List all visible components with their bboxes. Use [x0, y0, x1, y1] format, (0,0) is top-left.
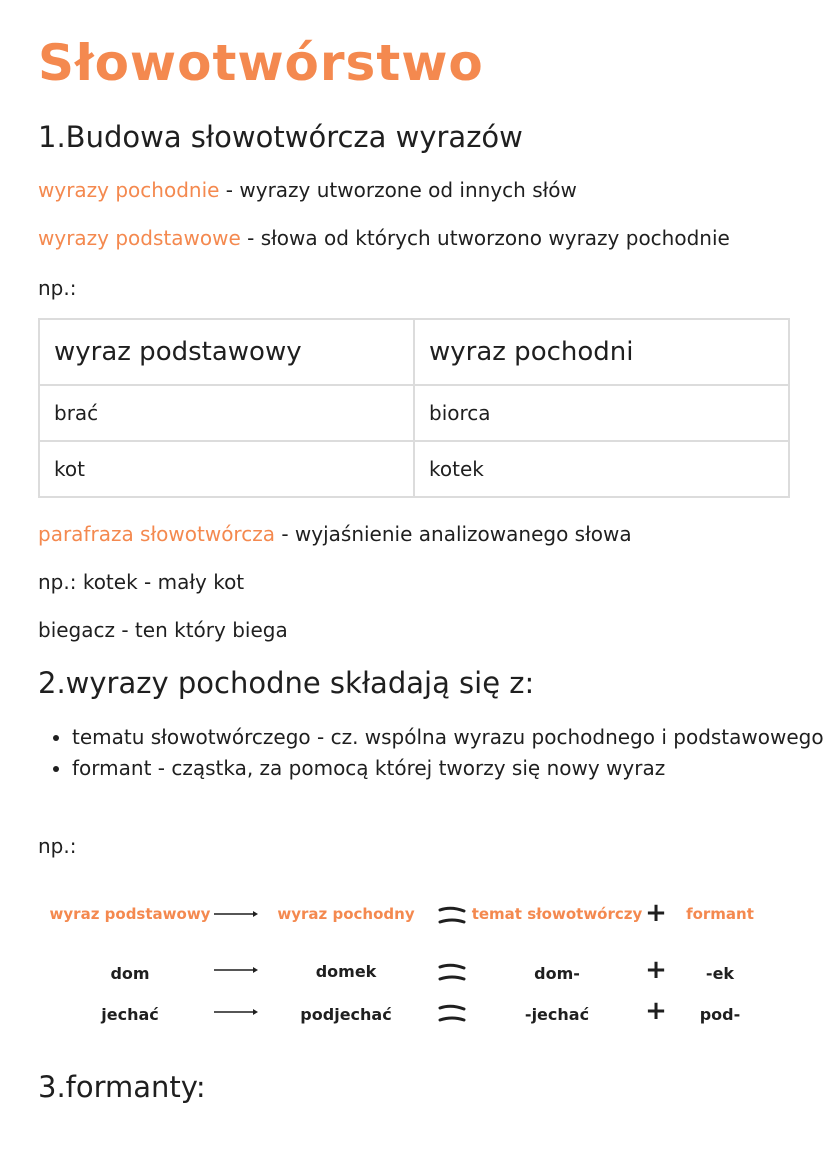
scheme-cell: jechać	[101, 1005, 159, 1024]
scheme-cell: dom	[110, 964, 150, 983]
equals-icon	[437, 960, 467, 984]
scheme-header-formant: formant	[686, 905, 754, 923]
example-line: biegacz - ten który biega	[38, 618, 288, 642]
definition-paraphrase	[38, 522, 632, 546]
definition-text: - słowa od których utworzono wyrazy pochodnie	[240, 226, 730, 250]
list-item: • tematu słowotwórczego - cz. wspólna wyrazu pochodnego i podstawowego	[72, 722, 828, 753]
section3-heading: 3.formanty:	[38, 1070, 206, 1104]
definition-base-words	[38, 226, 730, 250]
bullet-list	[38, 722, 828, 784]
example-label: np.:	[38, 834, 77, 858]
example-line: np.: kotek - mały kot	[38, 570, 245, 594]
word-table	[38, 318, 790, 498]
table-cell: brać	[39, 385, 414, 441]
table-header-cell: wyraz pochodni	[414, 319, 789, 385]
scheme-cell: -ek	[705, 964, 735, 983]
section1-heading: 1.Budowa słowotwórcza wyrazów	[38, 120, 523, 154]
term-paraphrase: parafraza słowotwórcza	[38, 522, 275, 546]
scheme-header-stem: temat słowotwórczy	[471, 905, 643, 923]
arrow-icon	[213, 1005, 259, 1019]
section2-heading: 2.wyrazy pochodne składają się z:	[38, 666, 535, 700]
table-row	[39, 385, 789, 441]
scheme-cell: domek	[315, 962, 377, 981]
table-row	[39, 441, 789, 497]
table-cell: kotek	[414, 441, 789, 497]
equals-icon	[437, 1001, 467, 1025]
scheme-cell: -jechać	[524, 1005, 590, 1024]
arrow-icon	[213, 907, 259, 921]
plus-icon: +	[645, 996, 667, 1026]
scheme-header-base-word: wyraz podstawowy	[49, 905, 211, 923]
equals-icon	[437, 903, 467, 927]
table-header-cell: wyraz podstawowy	[39, 319, 414, 385]
scheme-cell: pod-	[699, 1005, 741, 1024]
list-item: • formant - cząstka, za pomocą której tworzy się nowy wyraz	[72, 753, 828, 784]
example-label: np.:	[38, 276, 77, 300]
plus-icon: +	[645, 898, 667, 928]
page-title: Słowotwórstwo	[38, 34, 484, 92]
definition-text: - wyjaśnienie analizowanego słowa	[274, 522, 632, 546]
scheme-cell: podjechać	[300, 1005, 392, 1024]
arrow-icon	[213, 963, 259, 977]
table-cell: kot	[39, 441, 414, 497]
term-derived-words: wyrazy pochodnie	[38, 178, 220, 202]
scheme-cell: dom-	[534, 964, 580, 983]
plus-icon: +	[645, 955, 667, 985]
definition-text: - wyrazy utworzone od innych słów	[219, 178, 577, 202]
term-base-words: wyrazy podstawowe	[38, 226, 241, 250]
table-header-row	[39, 319, 789, 385]
definition-derived-words	[38, 178, 577, 202]
table-cell: biorca	[414, 385, 789, 441]
scheme-header-derived-word: wyraz pochodny	[277, 905, 415, 923]
